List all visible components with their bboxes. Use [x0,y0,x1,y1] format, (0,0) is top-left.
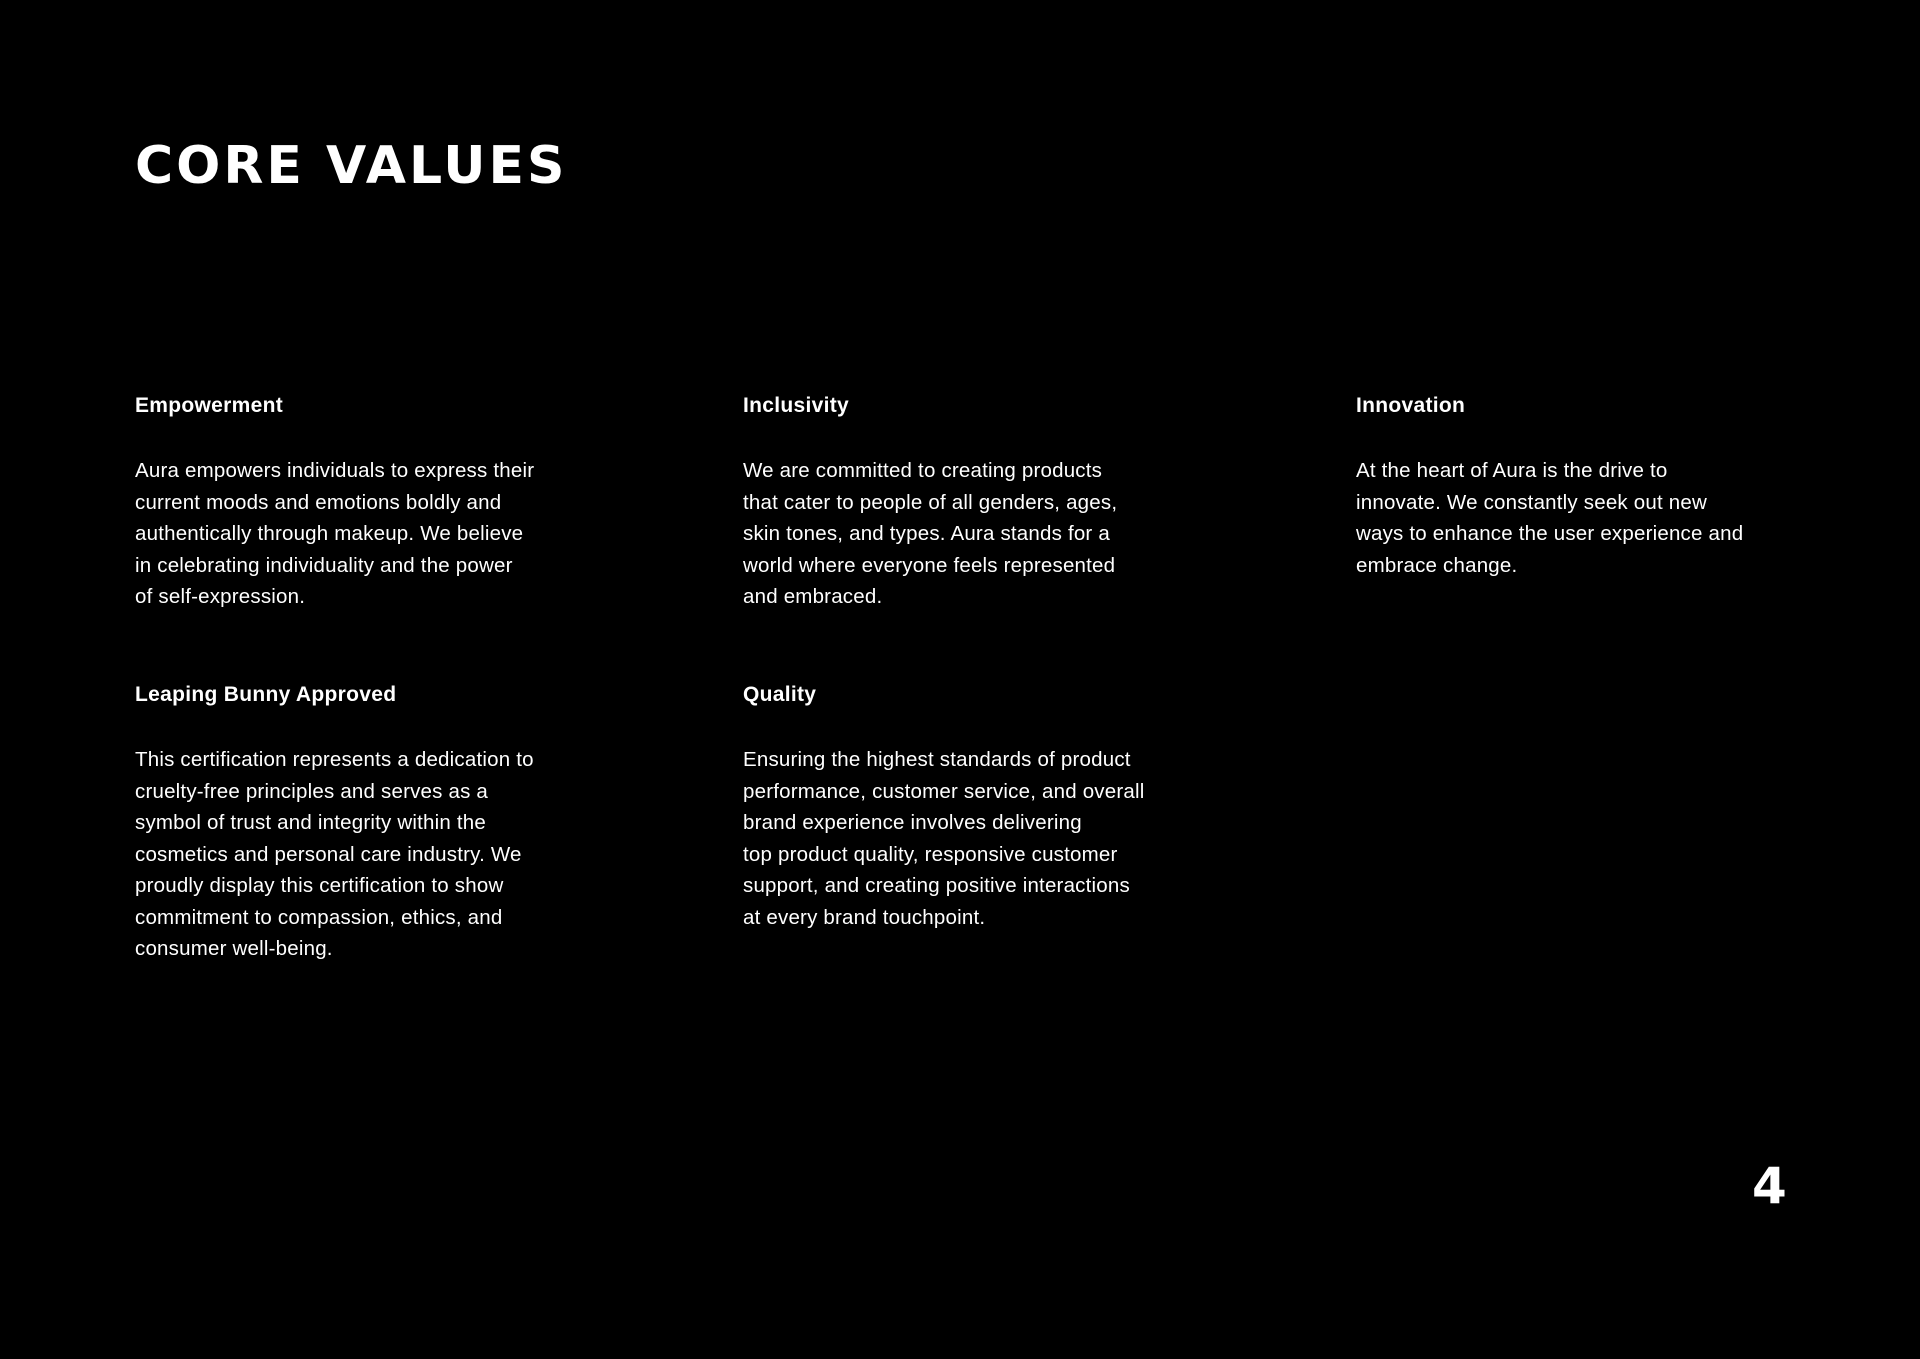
value-title: Innovation [1356,394,1466,417]
value-description: We are committed to creating products that cater to people of all genders, ages, skin tones, and types. Aura stands for a world where everyone feels represented and embraced. [743,459,1118,608]
value-inclusivity [743,393,1203,613]
value-description: Aura empowers individuals to express their current moods and emotions boldly and authentically through makeup. We believe in celebrating individuality and the power of self-expression. [135,459,535,608]
value-empowerment [135,393,595,613]
value-title: Empowerment [135,394,283,417]
value-title: Quality [743,683,817,706]
page-number: 4 [1752,1157,1787,1215]
page-title: CORE VALUES [135,136,568,196]
value-leaping-bunny-approved [135,682,595,965]
value-title: Inclusivity [743,394,850,417]
value-description: Ensuring the highest standards of product performance, customer service, and overall brand experience involves delivering top product quality, responsive customer support, and creating positive interactions at every brand touchpoint. [743,748,1145,929]
value-description: At the heart of Aura is the drive to innovate. We constantly seek out new ways to enhance the user experience and embrace change. [1356,459,1744,577]
value-title: Leaping Bunny Approved [135,683,397,706]
value-innovation [1356,393,1816,581]
value-description: This certification represents a dedication to cruelty-free principles and serves as a symbol of trust and integrity within the cosmetics and personal care industry. We proudly display this certification to show commitment to compassion, ethics, and consumer well-being. [135,748,534,960]
value-quality [743,682,1203,933]
